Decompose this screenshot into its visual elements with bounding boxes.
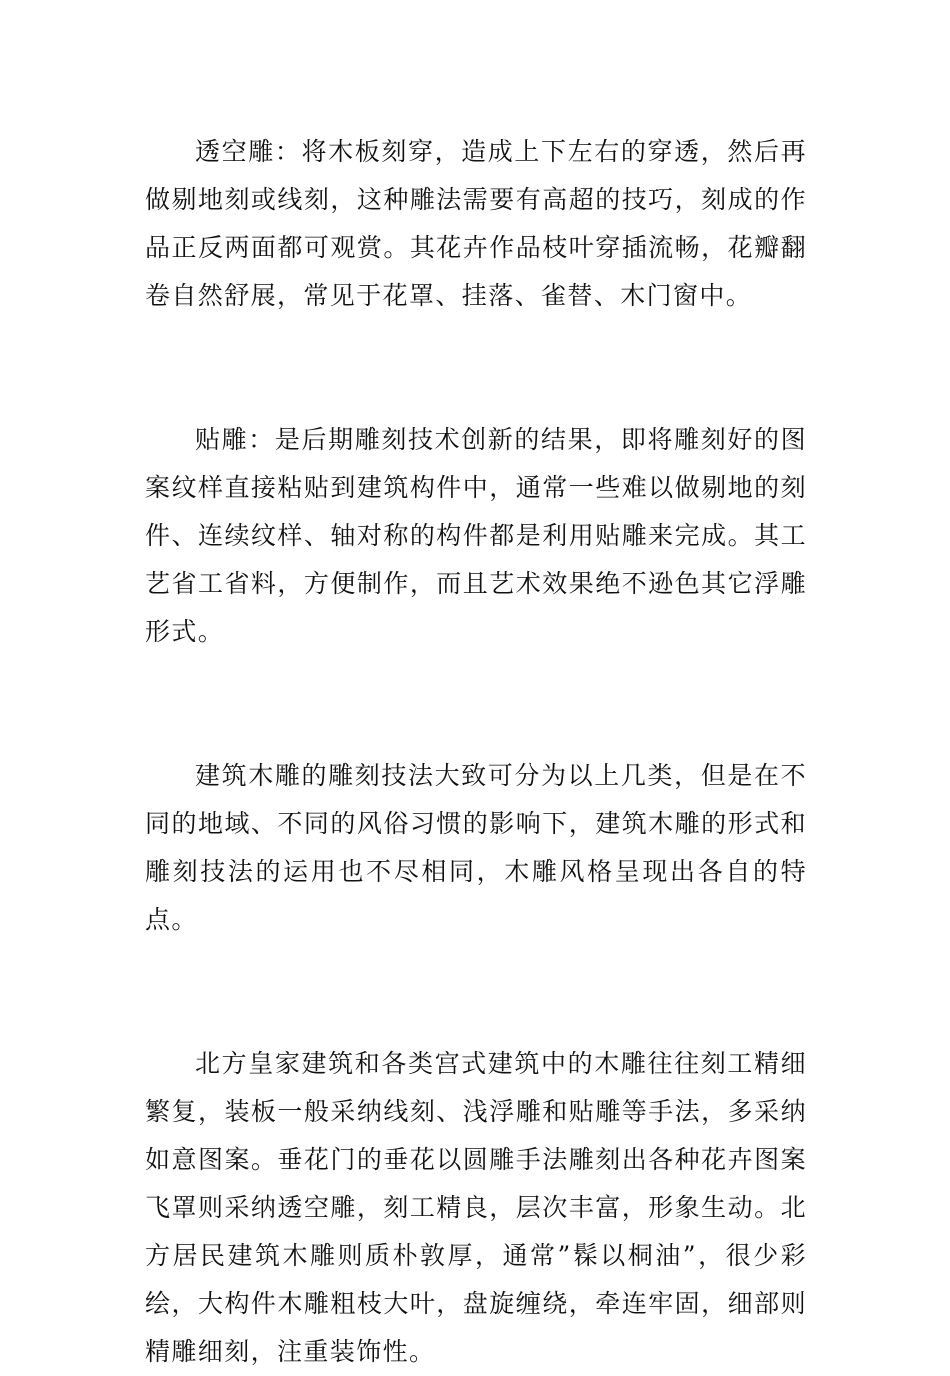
paragraph-regional-styles: 建筑木雕的雕刻技法大致可分为以上几类，但是在不同的地域、不同的风俗习惯的影响下，建筑木雕的形式和雕刻技法的运用也不尽相同，木雕风格呈现出各自的特点。 [145, 761, 807, 934]
paragraph-applique-carving: 贴雕：是后期雕刻技术创新的结果，即将雕刻好的图案纹样直接粘贴到建筑构件中，通常一些难以做剔地的刻件、连续纹样、轴对称的构件都是利用贴雕来完成。其工艺省工省料，方便制作，而且艺术效果绝不逊色其它浮雕形式。 [145, 425, 807, 646]
paragraph-openwork-carving: 透空雕：将木板刻穿，造成上下左右的穿透，然后再做剔地刻或线刻，这种雕法需要有高超的技巧，刻成的作品正反两面都可观赏。其花卉作品枝叶穿插流畅，花瓣翻卷自然舒展，常见于花罩、挂落、雀替、木门窗中。 [145, 137, 807, 310]
document-body [145, 128, 807, 1376]
paragraph-northern-architecture: 北方皇家建筑和各类宫式建筑中的木雕往往刻工精细繁复，装板一般采纳线刻、浅浮雕和贴雕等手法，多采纳如意图案。垂花门的垂花以圆雕手法雕刻出各种花卉图案飞罩则采纳透空雕，刻工精良，层次丰富，形象生动。北方居民建筑木雕则质朴敦厚，通常”髹以桐油”，很少彩绘，大构件木雕粗枝大叶，盘旋缠绕，牵连牢固，细部则精雕细刻，注重装饰性。 [145, 1049, 807, 1366]
